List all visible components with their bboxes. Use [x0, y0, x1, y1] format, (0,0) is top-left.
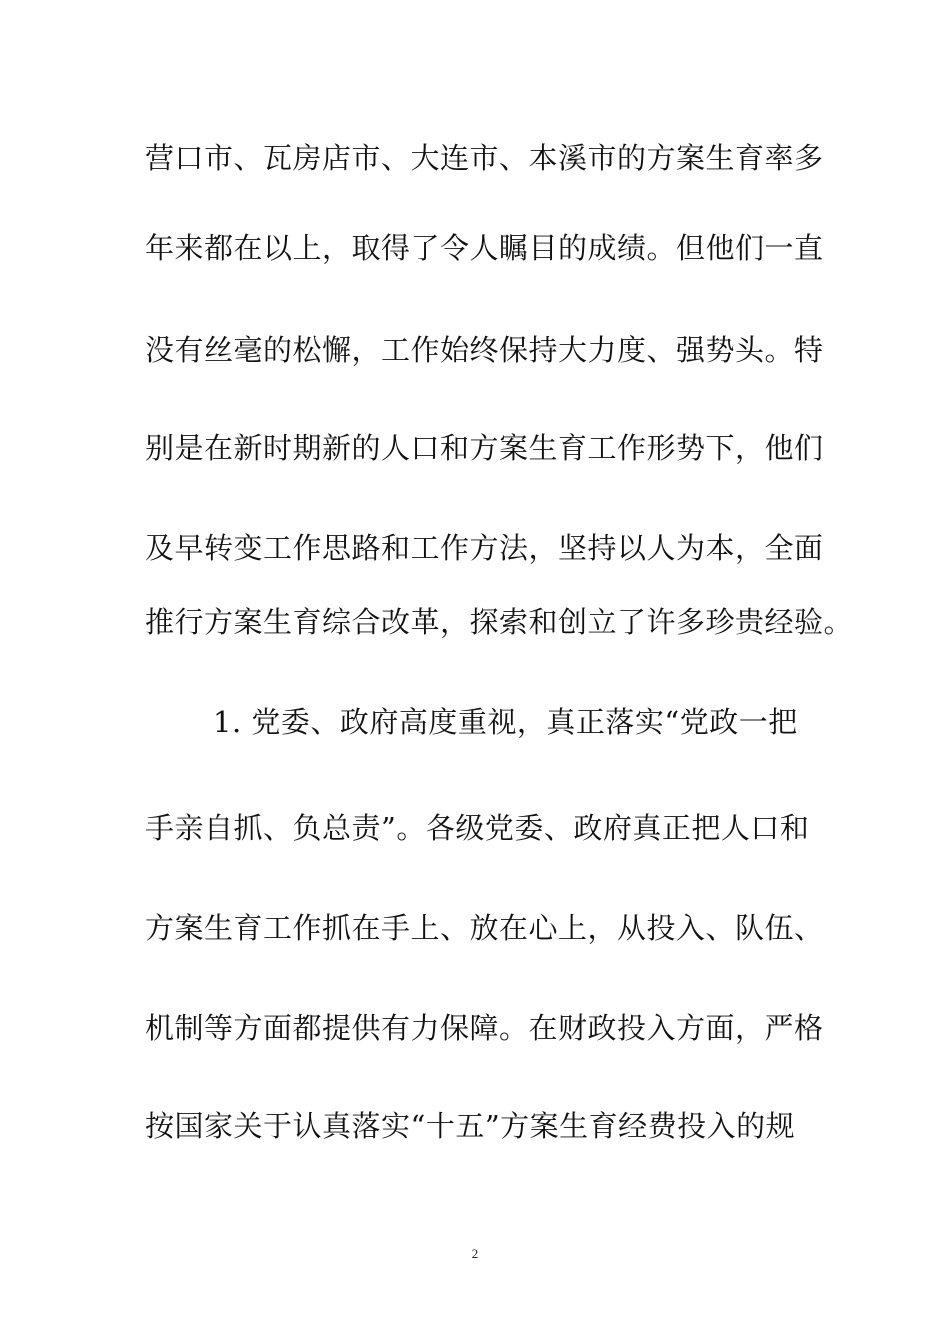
body-text-line: 营口市、瓦房店市、大连市、本溪市的方案生育率多 [145, 141, 824, 175]
body-text-line: 手亲自抓、负总责”。各级党委、政府真正把人口和 [145, 811, 810, 845]
body-text-line: 按国家关于认真落实“十五”方案生育经费投入的规 [145, 1109, 796, 1143]
body-text-line: 机制等方面都提供有力保障。在财政投入方面，严格 [145, 1011, 824, 1045]
body-text-line: 没有丝毫的松懈，工作始终保持大力度、强势头。特 [145, 333, 824, 367]
numbered-paragraph-start: 1. 党委、政府高度重视，真正落实“党政一把 [213, 705, 798, 739]
body-text-line: 方案生育工作抓在手上、放在心上，从投入、队伍、 [145, 911, 824, 945]
body-text-line: 别是在新时期新的人口和方案生育工作形势下，他们 [145, 431, 824, 465]
body-text-line: 推行方案生育综合改革，探索和创立了许多珍贵经验。 [145, 605, 854, 639]
page-number: 2 [471, 1246, 479, 1261]
body-text-line: 及早转变工作思路和工作方法，坚持以人为本，全面 [145, 531, 824, 565]
body-text-line: 年来都在以上，取得了令人瞩目的成绩。但他们一直 [145, 231, 824, 265]
